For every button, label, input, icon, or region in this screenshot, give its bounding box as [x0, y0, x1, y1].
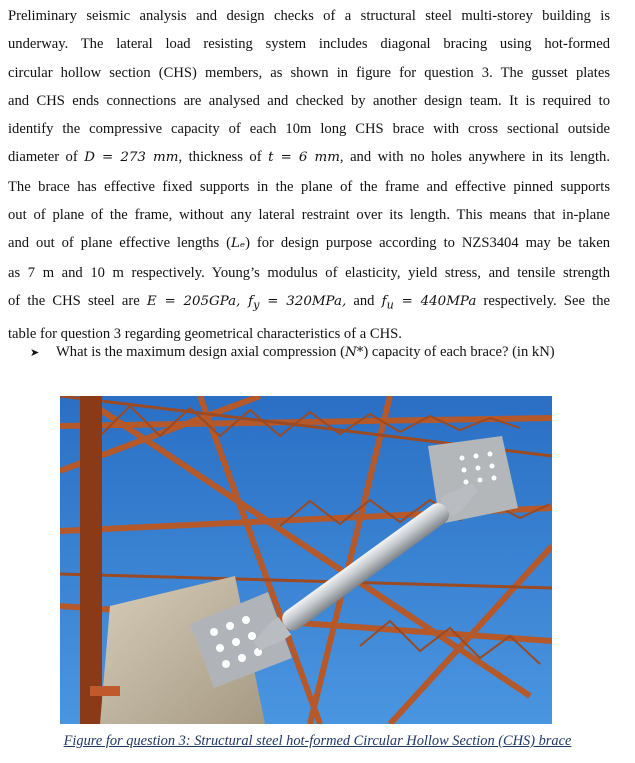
text-run: and	[346, 292, 382, 309]
paragraph-line	[8, 229, 610, 258]
math-run: f	[381, 293, 387, 309]
paragraph-line: circular hollow section (CHS) members, as shown in figure for question 3. The gusset plates	[8, 64, 610, 81]
math-design-compression: N*	[344, 345, 364, 360]
math-subscript: u	[386, 298, 394, 312]
text-run: respectively. See the	[476, 292, 610, 309]
paragraph-line: identify the compressive capacity of each 10m long CHS brace with cross sectional outside	[8, 121, 610, 138]
math-run: = 440MPa	[393, 293, 477, 309]
math-diameter: D = 273 mm	[84, 150, 179, 166]
paragraph-line: as 7 m and 10 m respectively. Young’s modulus of elasticity, yield stress, and tensile strength	[8, 264, 610, 281]
problem-paragraph	[8, 2, 610, 348]
question-text: ) capacity of each brace? (in kN)	[363, 344, 555, 360]
text-run: ) for design purpose according to NZS3404 may be taken	[245, 235, 610, 252]
text-run: , and with no holes anywhere in its length.	[339, 149, 610, 166]
text-run: and out of plane effective lengths (	[8, 235, 231, 252]
rust-bracket	[90, 686, 120, 696]
brace-photo	[60, 396, 552, 724]
paragraph-line: out of plane of the frame, without any lateral restraint over its length. This means that in-plane	[8, 207, 610, 224]
arrow-bullet-icon: ➤	[30, 346, 40, 359]
text-run: diameter of	[8, 149, 85, 166]
paragraph-line: and CHS ends connections are analysed and checked by another design team. It is required to	[8, 92, 610, 109]
math-tensile	[381, 293, 477, 312]
figure-caption: Figure for question 3: Structural steel hot-formed Circular Hollow Section (CHS) brace	[63, 733, 572, 749]
paragraph-line: Preliminary seismic analysis and design checks of a structural steel multi-storey building is	[8, 8, 610, 24]
text-run: , thickness of	[178, 149, 269, 166]
paragraph-line: The brace has effective fixed supports in the plane of the frame and effective pinned supports	[8, 178, 610, 195]
math-modulus	[146, 293, 347, 312]
question-item	[30, 340, 620, 365]
column	[80, 396, 102, 724]
math-subscript: y	[253, 298, 260, 312]
paragraph-line	[8, 287, 610, 320]
math-thickness: t = 6 mm	[268, 150, 340, 166]
paragraph-line: underway. The lateral load resisting system includes diagonal bracing using hot-formed	[8, 36, 610, 53]
paragraph-line: table for question 3 regarding geometrical characteristics of a CHS.	[8, 325, 402, 342]
math-effective-length: Lₑ	[231, 236, 246, 252]
paragraph-line	[8, 143, 610, 172]
question-text: What is the maximum design axial compression (	[56, 344, 345, 360]
math-run: = 320MPa,	[259, 293, 347, 309]
math-run: E = 205GPa, f	[146, 293, 254, 309]
text-run: of the CHS steel are	[8, 292, 147, 309]
